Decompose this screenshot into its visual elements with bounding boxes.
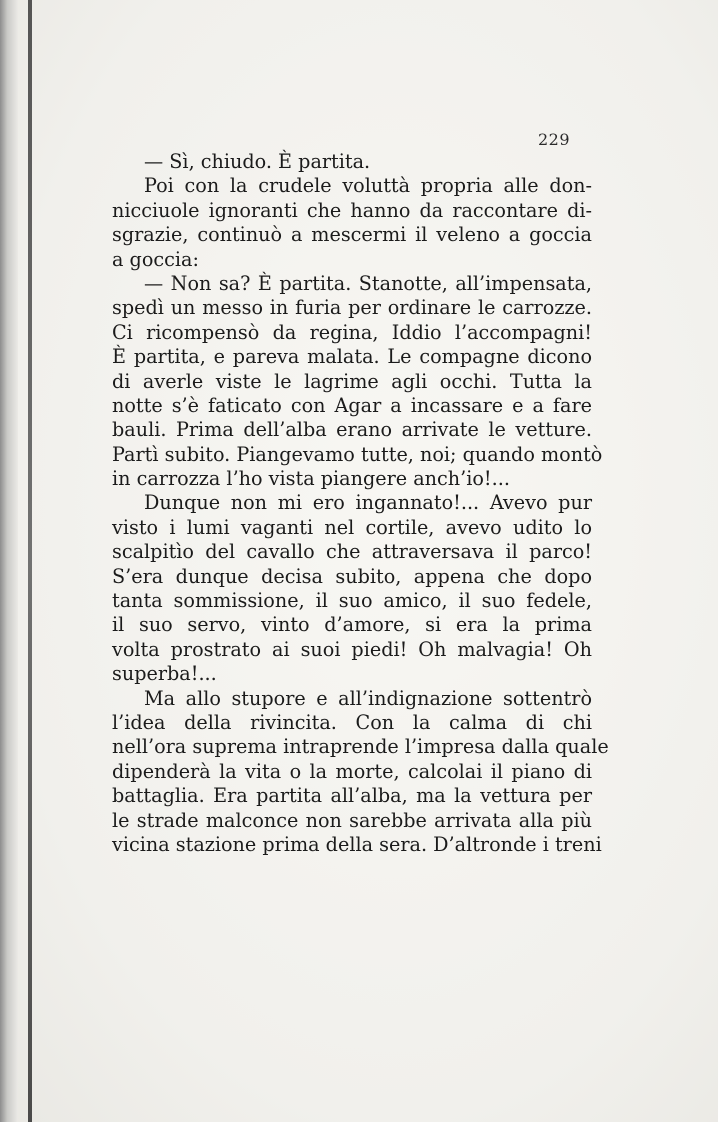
body-text: [112, 150, 609, 857]
text-line: battaglia. Era partita all’alba, ma la vettura per: [112, 784, 592, 808]
text-line: notte s’è faticato con Agar a incassare e a fare: [112, 393, 592, 417]
text-line: l’idea della rivincita. Con la calma di chi: [112, 710, 592, 734]
text-line: S’era dunque decisa subito, appena che dopo: [112, 564, 592, 588]
text-line: — Sì, chiudo. È partita.: [144, 150, 371, 173]
text-line: bauli. Prima dell’alba erano arrivate le vetture.: [112, 418, 592, 442]
binding-edge: [0, 0, 18, 1122]
text-line: di averle viste le lagrime agli occhi. Tutta la: [112, 369, 592, 393]
text-line: È partita, e pareva malata. Le compagne dicono: [112, 345, 592, 369]
text-line: il suo servo, vinto d’amore, si era la prima: [112, 613, 592, 637]
text-line: Poi con la crudele voluttà propria alle don-: [144, 174, 592, 198]
text-line: tanta sommissione, il suo amico, il suo fedele,: [112, 589, 592, 613]
text-line: — Non sa? È partita. Stanotte, all’impensata,: [144, 271, 592, 295]
text-line: nell’ora suprema intraprende l’impresa dalla quale: [112, 735, 609, 759]
text-line: in carrozza l’ho vista piangere anch’io!...: [112, 467, 510, 491]
text-line: Partì subito. Piangevamo tutte, noi; quando montò: [112, 442, 603, 466]
text-line: vicina stazione prima della sera. D’altronde i treni: [112, 832, 602, 856]
text-line: spedì un messo in furia per ordinare le carrozze.: [112, 296, 592, 320]
binding-shadow-line: [28, 0, 32, 1122]
text-line: a goccia:: [112, 247, 199, 271]
text-line: volta prostrato ai suoi piedi! Oh malvagia! Oh: [112, 637, 592, 661]
text-line: le strade malconce non sarebbe arrivata alla più: [112, 808, 592, 832]
text-line: Ma allo stupore e all’indignazione sottentrò: [144, 686, 592, 710]
text-line: Dunque non mi ero ingannato!... Avevo pur: [144, 491, 592, 515]
text-line: visto i lumi vaganti nel cortile, avevo udito lo: [112, 515, 592, 539]
text-line: sgrazie, continuò a mescermi il veleno a goccia: [112, 223, 592, 247]
text-line: dipenderà la vita o la morte, calcolai il piano di: [112, 759, 592, 783]
text-line: Ci ricompensò da regina, Iddio l’accompagni!: [112, 320, 592, 344]
text-line: nicciuole ignoranti che hanno da raccontare di-: [112, 198, 592, 222]
page-number: 229: [538, 130, 571, 149]
text-line: superba!...: [112, 662, 217, 686]
text-line: scalpitìo del cavallo che attraversava il parco!: [112, 540, 592, 564]
